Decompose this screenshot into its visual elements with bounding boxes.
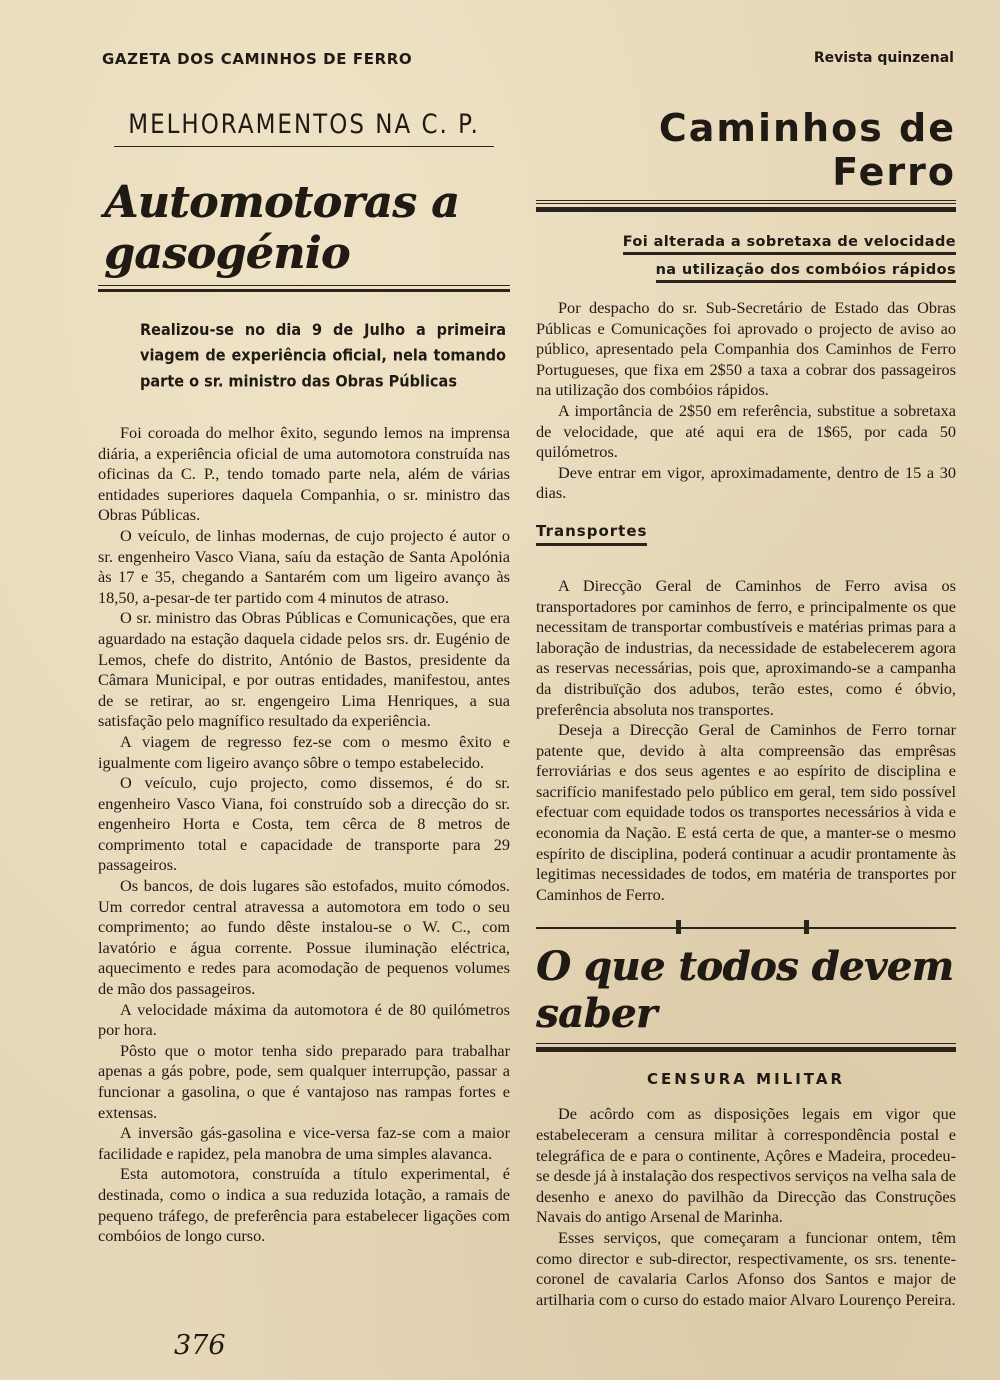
kicker-rule [114,146,494,147]
article-kicker: MELHORAMENTOS NA C. P. [128,110,480,140]
body-paragraph: A Direcção Geral de Caminhos de Ferro avisa os transportadores por caminhos de ferro, e principalmente os que necessitam de transportar combustíveis e matérias primas para a laboração de industrias, da necessidade de estabelecerem agora as reservas necessárias, pois que, aproximando-se a campanha da distribuïção dos adubos, terão estes, como é óbvio, preferência absoluta nos transportes. [536,575,956,719]
body-paragraph: O veículo, cujo projecto, como dissemos, é do sr. engenheiro Vasco Viana, foi construído sob a direcção do sr. engenheiro Horta e Costa, tem cêrca de 8 metros de comprimento total e capacidade de transporte para 29 passageiros. [98,773,510,875]
divider-mark [804,920,809,934]
rule-thick [536,1047,956,1052]
body-paragraph: O veículo, de linhas modernas, de cujo projecto é autor o sr. engenheiro Vasco Viana, saíu da estação de Santa Apolónia às 17 e 35, chegando a Santarém com um ligeiro avanço às 18,50, a-pesar-de ter partido com 4 minutos de atraso. [98,525,510,607]
page-number: 376 [174,1330,226,1361]
body-paragraph: Foi coroada do melhor êxito, segundo lemos na imprensa diária, a experiência oficial de uma automotora construída nas oficinas da C. P., tendo tomado parte nela, além de várias entidades superiores daquela Companhia, o sr. ministro das Obras Públicas. [98,423,510,525]
rule-thin [536,200,956,201]
running-header-publication: GAZETA DOS CAMINHOS DE FERRO [102,50,413,68]
section-title: Caminhos de Ferro [658,106,956,194]
news-body-censura [536,1104,956,1310]
rule-thin [536,203,956,204]
body-paragraph: A velocidade máxima da automotora é de 80 quilómetros por hora. [98,999,510,1040]
section-title-saber: O que todos devem saber [536,943,954,1038]
body-paragraph: Esta automotora, construída a título experimental, é destinada, como o indica a sua reduzida lotação, a ramais de pequeno tráfego, de preferência para estabelecer ligações com combóios de longo curso. [98,1164,510,1246]
article-body [98,423,510,1247]
body-paragraph: Esses serviços, que começaram a funcionar ontem, têm como director e sub-director, respectivamente, os srs. tenente-coronel de cavalaria Carlos Afonso dos Santos e major de artilharia com o curso do estado maior Alvaro Lourenço Pereira. [536,1228,956,1309]
running-header-periodicity: Revista quinzenal [813,50,954,66]
section-divider [536,915,956,941]
title-rule-thick [98,289,510,292]
headline-line: na utilização dos combóios rápidos [656,262,956,283]
body-paragraph: A inversão gás-gasolina e vice-versa faz-se com a maior facilidade e rapidez, pela manobra de uma simples alavanca. [98,1123,510,1163]
title-rule-thin [98,285,510,286]
body-paragraph: Deve entrar em vigor, aproximadamente, dentro de 15 a 30 dias. [536,462,956,503]
title-rules [98,285,510,292]
left-column [98,100,510,1247]
divider-line [536,927,956,929]
subhead-censura: CENSURA MILITAR [646,1070,846,1089]
body-paragraph: A importância de 2$50 em referência, substitue a sobretaxa de velocidade, que até aqui era de 1$65, por cada 50 quilómetros. [536,400,956,462]
body-paragraph: Por despacho do sr. Sub-Secretário de Estado das Obras Públicas e Comunicações foi aprovado o projecto de aviso ao público, apresentado pela Companhia dos Caminhos de Ferro Portugueses, que fixa em 2$50 a taxa a cobrar dos passageiros na utilização dos combóios rápidos. [536,298,956,400]
news-headline [536,228,956,284]
body-paragraph: Deseja a Direcção Geral de Caminhos de Ferro tornar patente que, devido à alta compreensão das emprêsas ferroviárias e dos seus agentes e ao espírito de disciplina e sacrifício manifestado pelo público em geral, tem sido possível efectuar com equidade todos os transportes necessários à vida e economia da Nação. E está certa de que, a manter-se o mesmo espírito de disciplina, poderá continuar a acudir prontamente às legitimas necessidades de todos, em matéria de transportes por Caminhos de Ferro. [536,720,956,904]
headline-line: Foi alterada a sobretaxa de velocidade [623,234,956,255]
body-paragraph: Pôsto que o motor tenha sido preparado para trabalhar apenas a gás pobre, pode, sem qualquer interrupção, passar a funcionar a gasolina, o que é vantajoso nas rampas fortes e extensas. [98,1040,510,1122]
body-paragraph: Os bancos, de dois lugares são estofados, muito cómodos. Um corredor central atravessa a automotora em todo o seu comprimento; ao fundo dêste instalou-se o W. C., com lavatório e água corrente. Possue iluminação eléctrica, aquecimento e redes para acomodação de pequenos volumes de mão dos passageiros. [98,876,510,999]
body-paragraph: De acôrdo com as disposições legais em vigor que estabeleceram a censura militar à correspondência postal e telegráfica de e para o continente, Açôres e Madeira, procedeu-se desde já à instalação dos respectivos serviços na velha sala de desenho e anexo do pavilhão da Direcção das Construções Navais do antigo Arsenal de Marinha. [536,1104,956,1227]
rule-thick [536,207,956,212]
divider-mark [676,920,681,934]
news-body-fare [536,298,956,504]
section-title-rules [536,200,956,212]
subhead-transportes: Transportes [536,522,647,546]
news-body-transportes [536,576,956,906]
section-title-rules [536,1043,956,1052]
article-lead: Realizou-se no dia 9 de Julho a primeira viagem de experiência oficial, nela tomando parte o sr. ministro das Obras Públicas [140,321,506,391]
body-paragraph: O sr. ministro das Obras Públicas e Comunicações, que era aguardado na estação daquela cidade pelos srs. dr. Eugénio de Lemos, chefe do distrito, António de Bastos, presidente da Câmara Municipal, e por outras entidades, manifestou, antes de se retirar, ao sr. engengeiro Lima Henriques, a sua satisfação pelo magnífico resultado da experiência. [98,608,510,731]
rule-thin [536,1043,956,1044]
right-column [536,100,956,1310]
article-title: Automotoras a gasogénio [104,177,460,279]
body-paragraph: A viagem de regresso fez-se com o mesmo êxito e igualmente com ligeiro avanço sôbre o tempo estabelecido. [98,731,510,772]
